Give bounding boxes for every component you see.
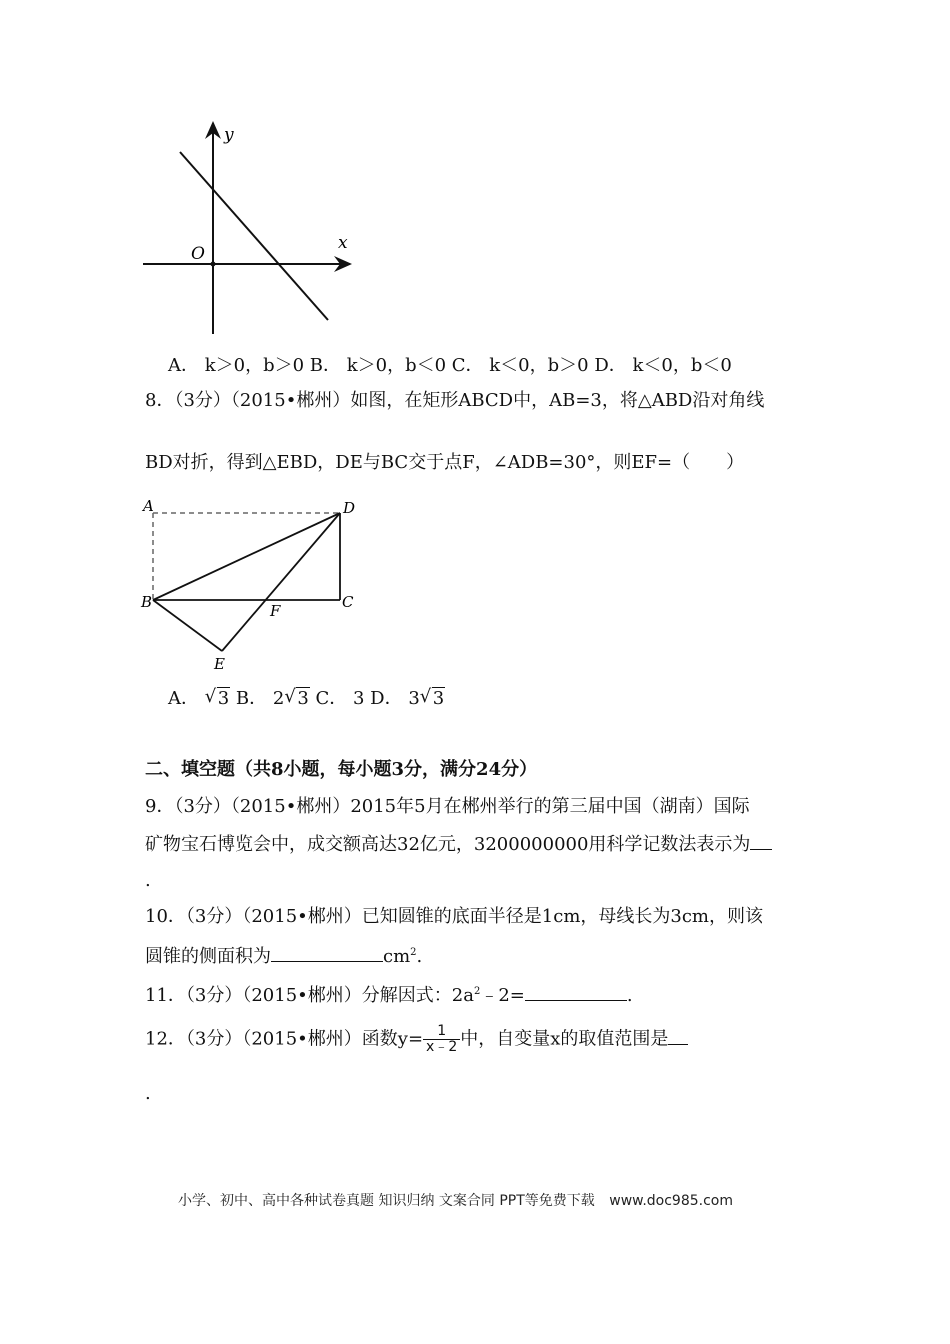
page-footer bbox=[178, 1190, 733, 1210]
q12-fraction: $\frac{1}{x﹣2}$ bbox=[423, 1024, 460, 1055]
q9-text-line2: 矿物宝石博览会中，成交额高达32亿元，3200000000用科学记数法表示为 bbox=[145, 831, 772, 857]
q8-rectangle-figure bbox=[135, 495, 375, 680]
q8-option-a-sqrt: √ 3 bbox=[205, 687, 230, 711]
q11-answer-blank[interactable] bbox=[525, 982, 627, 1001]
q7-options: A． k＞0，b＞0 B． k＞0，b＜0 C． k＜0，b＞0 D． k＜0，b＜0 bbox=[168, 355, 732, 376]
q10-text-line2: 圆锥的侧面积为 $cm^2$. bbox=[145, 941, 422, 969]
q12-text-line2: . bbox=[145, 1083, 151, 1104]
q8-text-line2: BD对折，得到△EBD，DE与BC交于点F，∠ADB=30°，则EF=（ ） bbox=[145, 452, 745, 473]
footer-text: 小学、初中、高中各种试卷真题 知识归纳 文案合同 PPT等免费下载 bbox=[178, 1193, 595, 1209]
q8-option-b-prefix: B． 2 bbox=[235, 688, 285, 709]
x-axis-label: x bbox=[338, 233, 348, 253]
label-e: E bbox=[214, 655, 225, 673]
y-axis-label: y bbox=[224, 125, 234, 145]
q10-text-line1: 10．（3分）（2015•郴州）已知圆锥的底面半径是1cm，母线长为3cm，则该 bbox=[145, 906, 763, 927]
q11-text: 11．（3分）（2015•郴州）分解因式：$2a^2﹣2=$ . bbox=[145, 980, 633, 1008]
origin-label: O bbox=[191, 244, 205, 264]
q8-options bbox=[168, 687, 445, 711]
label-a: A bbox=[143, 497, 154, 515]
label-b: B bbox=[141, 593, 153, 611]
segment-be bbox=[153, 600, 222, 651]
q9-text-line3: . bbox=[145, 870, 151, 891]
footer-url[interactable]: www.doc985.com bbox=[609, 1193, 733, 1209]
label-d: D bbox=[343, 499, 356, 517]
q10-answer-blank[interactable] bbox=[271, 943, 383, 962]
q9-answer-blank[interactable] bbox=[750, 831, 772, 850]
q8-text-line1: 8．（3分）（2015•郴州）如图，在矩形ABCD中，AB=3，将△ABD沿对角线 bbox=[145, 390, 765, 411]
q8-option-b-sqrt: √ 3 bbox=[284, 687, 309, 711]
segment-de bbox=[222, 513, 340, 651]
q12-answer-blank[interactable] bbox=[668, 1026, 688, 1045]
linear-function-line bbox=[180, 152, 328, 320]
q8-option-a-prefix: A． bbox=[168, 688, 199, 709]
q8-option-c-text: C． 3 D． 3 bbox=[315, 688, 420, 709]
label-c: C bbox=[342, 593, 354, 611]
label-f: F bbox=[270, 602, 281, 620]
q7-line-graph bbox=[135, 115, 365, 340]
origin-point bbox=[211, 262, 216, 267]
q8-option-d-sqrt: √ 3 bbox=[420, 687, 445, 711]
segment-bd bbox=[153, 513, 340, 600]
q9-text-line1: 9．（3分）（2015•郴州）2015年5月在郴州举行的第三届中国（湖南）国际 bbox=[145, 796, 750, 817]
q12-text: 12．（3分）（2015•郴州）函数y= $\frac{1}{x﹣2}$ 中，自变量x的取值范围是 bbox=[145, 1024, 688, 1055]
section2-heading: 二、填空题（共8小题，每小题3分，满分24分） bbox=[145, 759, 538, 780]
